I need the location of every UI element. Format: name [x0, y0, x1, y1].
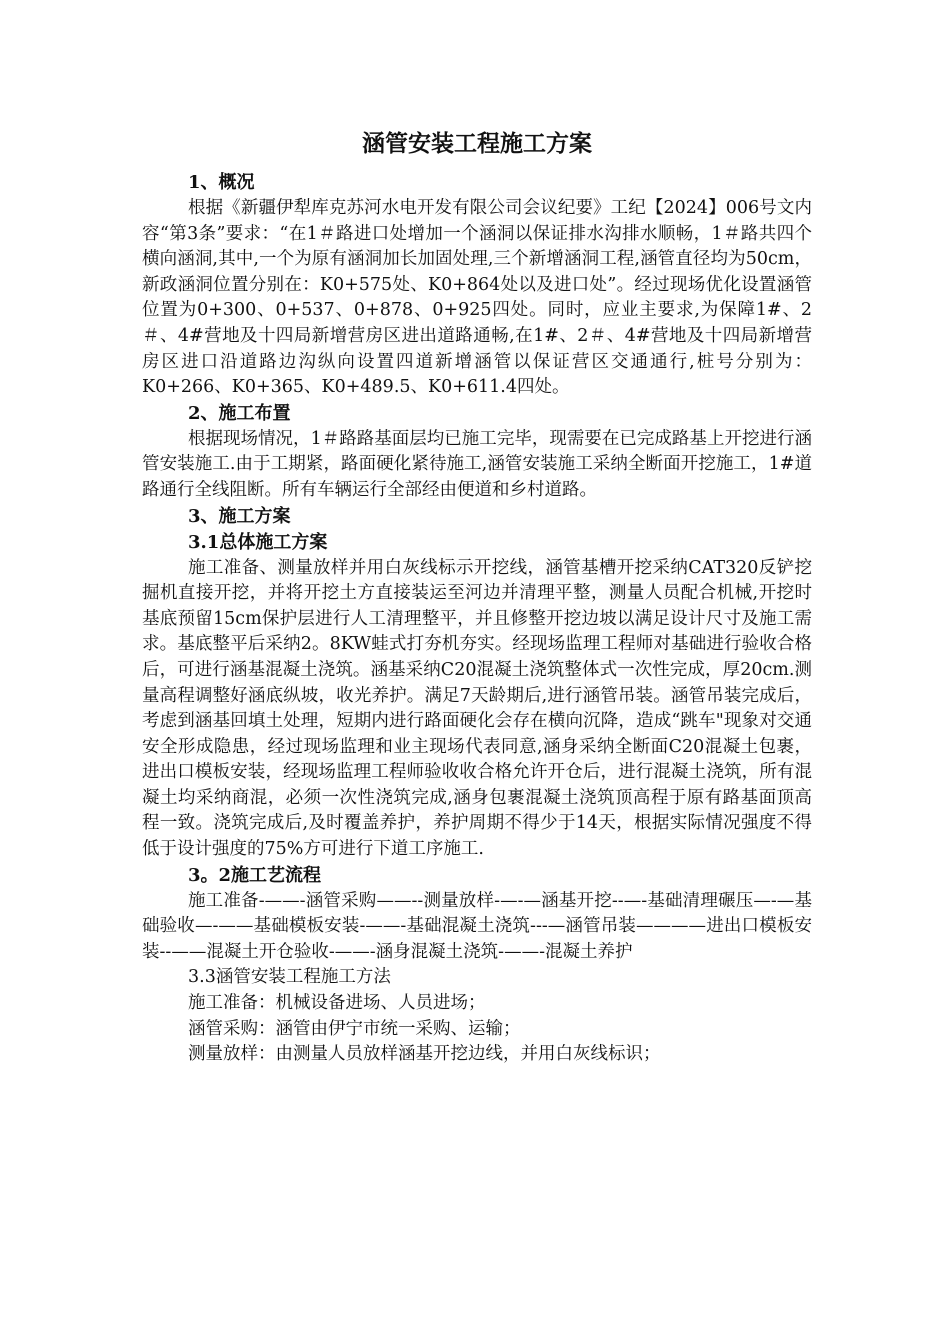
paragraph-layout: 根据现场情况，1＃路路基面层均已施工完毕，现需要在已完成路基上开挖进行涵管安装施工.由于工期紧，路面硬化紧待施工,涵管安装施工采纳全断面开挖施工，1#道路通行全线阻断。所有车辆运行全部经由便道和乡村道路。 [142, 428, 812, 500]
method-item-procurement: 涵管采购：涵管由伊宁市统一采购、运输； [188, 1018, 521, 1039]
section-heading-overview: 1、概况 [188, 172, 255, 193]
document-body [142, 128, 812, 1068]
subsection-heading-methods: 3.3涵管安装工程施工方法 [188, 967, 391, 988]
paragraph-process-flow: 施工准备-——-涵管采购——--测量放样-—-—涵基开挖--—-基础清理碾压—-—基础验收—-——基础模板安装-——-基础混凝土浇筑---—涵管吊装————进出口模板安装--——混凝土开仓验收-——-涵身混凝土浇筑-——-混凝土养护 [142, 890, 812, 962]
section-heading-plan: 3、施工方案 [188, 505, 291, 527]
method-item-preparation: 施工准备：机械设备进场、人员进场； [188, 993, 486, 1014]
paragraph-overview: 根据《新疆伊犁库克苏河水电开发有限公司会议纪要》工纪【2024】006号文内容“第3条”要求：“在1＃路进口处增加一个涵洞以保证排水沟排水顺畅，1＃路共四个横向涵洞,其中,一个为原有涵洞加长加固处理,三个新增涵洞工程,涵管直径均为50cm，新政涵洞位置分别在：K0+575处、K0+864处以及进口处”。经过现场优化设置涵管位置为0+300、0+537、0+878、0+925四处。同时，应业主要求,为保障1#、2＃、4#营地及十四局新增营房区进出道路通畅,在1#、2＃、4#营地及十四局新增营房区进口沿道路边沟纵向设置四道新增涵管以保证营区交通通行,桩号分别为：K0+266、K0+365、K0+489.5、K0+611.4四处。 [142, 198, 812, 398]
paragraph-overall-plan: 施工准备、测量放样并用白灰线标示开挖线，涵管基槽开挖采纳CAT320反铲挖掘机直接开挖，并将开挖土方直接装运至河边并清理平整，测量人员配合机械,开挖时基底预留15cm保护层进行人工清理整平，并且修整开挖边坡以满足设计尺寸及施工需求。基底整平后采纳2。8KW蛙式打夯机夯实。经现场监理工程师对基础进行验收合格后，可进行涵基混凝土浇筑。涵基采纳C20混凝土浇筑整体式一次性完成，厚20cm.测量高程调整好涵底纵坡，收光养护。满足7天龄期后,进行涵管吊装。涵管吊装完成后，考虑到涵基回填土处理，短期内进行路面硬化会存在横向沉降，造成“跳车"现象对交通安全形成隐患，经过现场监理和业主现场代表同意,涵身采纳全断面C20混凝土包裹，进出口模板安装，经现场监理工程师验收收合格允许开仓后，进行混凝土浇筑，所有混凝土均采纳商混，必须一次性浇筑完成,涵身包裹混凝土浇筑顶高程于原有路基面顶高程一致。浇筑完成后,及时覆盖养护，养护周期不得少于14天，根据实际情况强度不得低于设计强度的75%方可进行下道工序施工. [142, 557, 812, 860]
method-item-survey: 测量放样：由测量人员放样涵基开挖边线，并用白灰线标识； [188, 1044, 661, 1065]
subsection-heading-overall-plan: 3.1总体施工方案 [188, 531, 328, 553]
document-title: 涵管安装工程施工方案 [362, 130, 592, 157]
subsection-heading-process-flow: 3。2施工艺流程 [188, 864, 322, 886]
section-heading-layout: 2、施工布置 [188, 402, 291, 424]
